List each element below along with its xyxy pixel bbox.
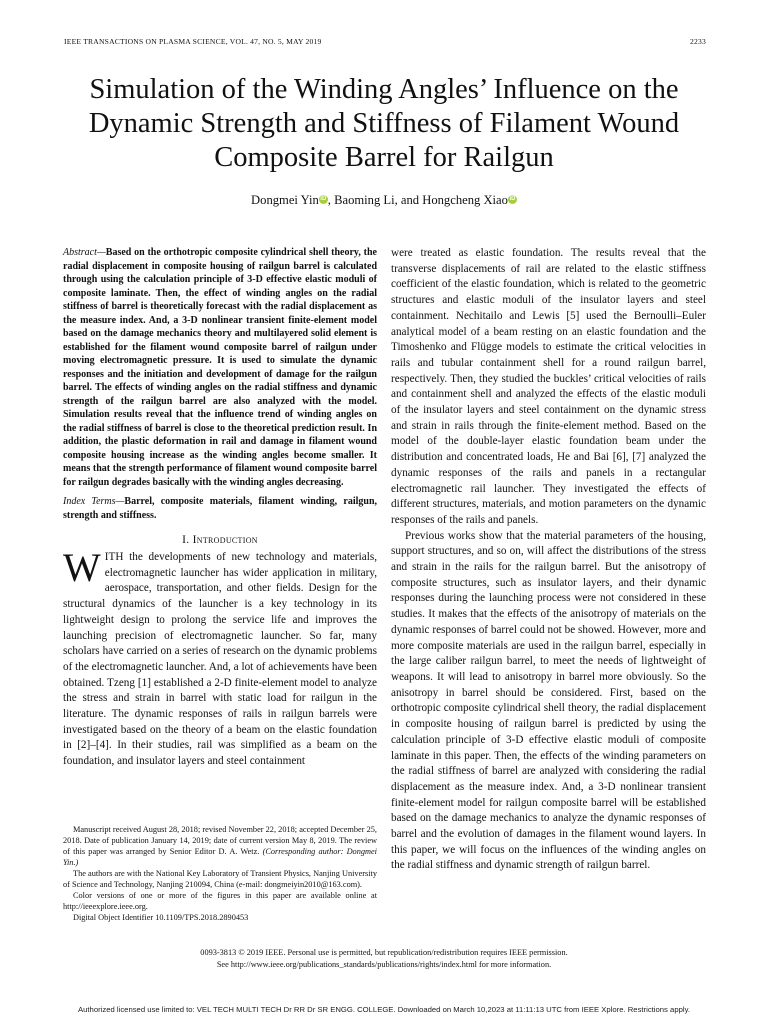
left-column (63, 246, 377, 770)
page-number: 2233 (690, 37, 706, 46)
author-name: Dongmei Yin (251, 193, 319, 207)
running-header (64, 37, 706, 46)
index-terms-text: Barrel, composite materials, filament winding, railgun, strength and stiffness. (63, 496, 378, 521)
author-names-rest: , Baoming Li, and Hongcheng Xiao (327, 193, 508, 207)
received-text: Manuscript received August 28, 2018; revised November 22, 2018; accepted December 25, 2018. Date of publication January 14, 2019; date of current version May 8, 2019. The review of this paper was arranged by Senior Editor D. A. Wetz. (63, 825, 377, 856)
drop-cap: W (63, 545, 101, 590)
index-terms (63, 495, 377, 522)
intro-text: ITH the developments of new technology and materials, electromagnetic launcher has wider application in military, aerospace, transportation, and other fields. Design for the structural dynamics of the launcher is a key technology in its lightweight design to prolong the service life and improves the launching precision of electromagnetic launcher. So far, many scholars have carried on a series of research on the dynamic problems of the electromagnetic launcher. And, a lot of achievements have been obtained. Tzeng [1] established a 2-D finite-element model to analyze the stress and strain in barrel with static load for railgun in the literature. The dynamic responses of rails in railgun barrels were investigated based on the theory of a beam on the elastic foundation in [2]–[4]. In their studies, rail was simplified as a beam on the foundation, and insulator layers and steel containment (63, 551, 377, 768)
orcid-icon[interactable]: iD (509, 196, 516, 202)
corresponding-author: (Corresponding author: Dongmei Yin.) (63, 847, 377, 867)
copyright-notice (0, 947, 768, 970)
affiliation-note: The authors are with the National Key Laboratory of Transient Physics, Nanjing University of Science and Technology, Nanjing 210094, China (e-mail: dongmeiyin2010@163.com). (63, 869, 377, 889)
paper-title: Simulation of the Winding Angles’ Influence on the Dynamic Strength and Stiffness of Filament Wound Composite Barrel for Railgun (88, 74, 680, 173)
abstract (63, 246, 377, 489)
right-column (391, 246, 706, 874)
doi-note: Digital Object Identifier 10.1109/TPS.2018.2890453 (73, 913, 249, 922)
footnotes (63, 824, 377, 923)
intro-paragraph (63, 545, 377, 770)
intro-paragraph-2: Previous works show that the material parameters of the housing, support structures, and so on, will affect the distributions of the stress and strain in the rails for the railgun barrel. But the anisotropy of composite structures, such as insulator layers, and their dynamic responses during the launching process were not considered in these studies. It makes that the effects of the anisotropy of materials on the dynamic responses of barrel could not be showed. However, more and more composite materials are used in the railgun barrel, especially in the large caliber railgun barrel, to meet the needs of lightweight of weapons. It will lead to anisotropy in barrel more obviously. So the anisotropy in barrel should be considered. First, based on the orthotropic composite cylindrical shell theory, the radial displacement in composite housing of railgun barrel is predicted by using the calculation principle of 3-D effective elastic moduli of composite laminate in this paper. Then, the effects of the winding parameters on the radial stiffness of barrel are analyzed with considering the radial displacement as the measure index. And, a 3-D nonlinear transient finite-element model for railgun composite barrel will be established based on the damage mechanics to analyze the dynamic responses of barrel and the evolution of damages in the filament wound layers. In this paper, we will focus on the influences of the winding angles on the radial stiffness and dynamic strength of railgun barrel. (391, 529, 706, 872)
license-banner: Authorized licensed use limited to: VEL TECH MULTI TECH Dr RR Dr SR ENGG. COLLEGE. Downloaded on March 10,2023 at 11:11:13 UTC from IEEE Xplore. Restrictions apply. (78, 1005, 690, 1014)
manuscript-note (63, 824, 377, 868)
abstract-label: Abstract— (63, 247, 106, 258)
orcid-icon[interactable]: iD (320, 196, 327, 202)
copyright-line: 0093-3813 © 2019 IEEE. Personal use is permitted, but republication/redistribution requires IEEE permission. (200, 948, 568, 957)
journal-name: IEEE TRANSACTIONS ON PLASMA SCIENCE, VOL. 47, NO. 5, MAY 2019 (64, 37, 322, 46)
section-title: Introduction (192, 534, 258, 546)
section-heading (63, 534, 377, 546)
abstract-text: Based on the orthotropic composite cylindrical shell theory, the radial displacement in composite housing of railgun barrel is calculated through using the calculation principle of 3-D effective elastic moduli of composite laminate. Then, the effect of winding angles on the radial stiffness of barrel is theoretically forecast with the radial displacement as the measure index. And, a 3-D nonlinear transient finite-element model based on the damage mechanics theory and multilayered solid element is established for the filament wound composite barrel of railgun under moving electromagnetic pressure. It is used to simulate the dynamic responses and the initiation and development of damage for the railgun barrel. The effects of winding angles on the radial stiffness and dynamic strength of the railgun barrel are also analyzed with the model. Simulation results reveal that the influence trend of winding angles on the radial stiffness of barrel is close to the theoretical prediction result. In addition, the plastic deformation in rail and damage in filament wound composite housing increase as the winding angles become smaller. It means that the strength performance of filament wound composite barrel for railgun degrades basically with the winding angles decreasing. (63, 247, 377, 488)
author-list (0, 193, 768, 208)
color-note: Color versions of one or more of the figures in this paper are available online at http://ieeexplore.ieee.org. (63, 891, 377, 911)
copyright-link-line[interactable]: See http://www.ieee.org/publications_standards/publications/rights/index.html for more information. (216, 959, 552, 969)
index-terms-label: Index Terms— (63, 496, 125, 507)
intro-paragraph-continued: were treated as elastic foundation. The results reveal that the transverse displacements of rail are related to the elastic stiffness coefficient of the elastic foundation, which is related to the geometric structures and elastic moduli of the insulator layers and steel containment. Nechitailo and Lewis [5] used the Bernoulli–Euler analytical model of a beam resting on an elastic foundation and the Timoshenko and Flügge models to estimate the critical velocities in rails and tubular containment shell for a round railgun barrel, respectively. Then, they studied the buckles’ critical velocities of rails and containment shell and analyzed the effects of the elastic moduli of the insulator layers and steel containment on the dynamic stress and strain in rails through the finite-element method. Based on the model of the double-layer elastic foundation beam under the distribution and concentrated loads, He and Bai [6], [7] analyzed the dynamic responses of the rails and panels in a rectangular electromagnetic rail launcher. They investigated the effects of different structures, materials, and motion parameters on the dynamic responses of the rails and panels. (391, 247, 706, 526)
section-numeral: I. (182, 534, 193, 546)
